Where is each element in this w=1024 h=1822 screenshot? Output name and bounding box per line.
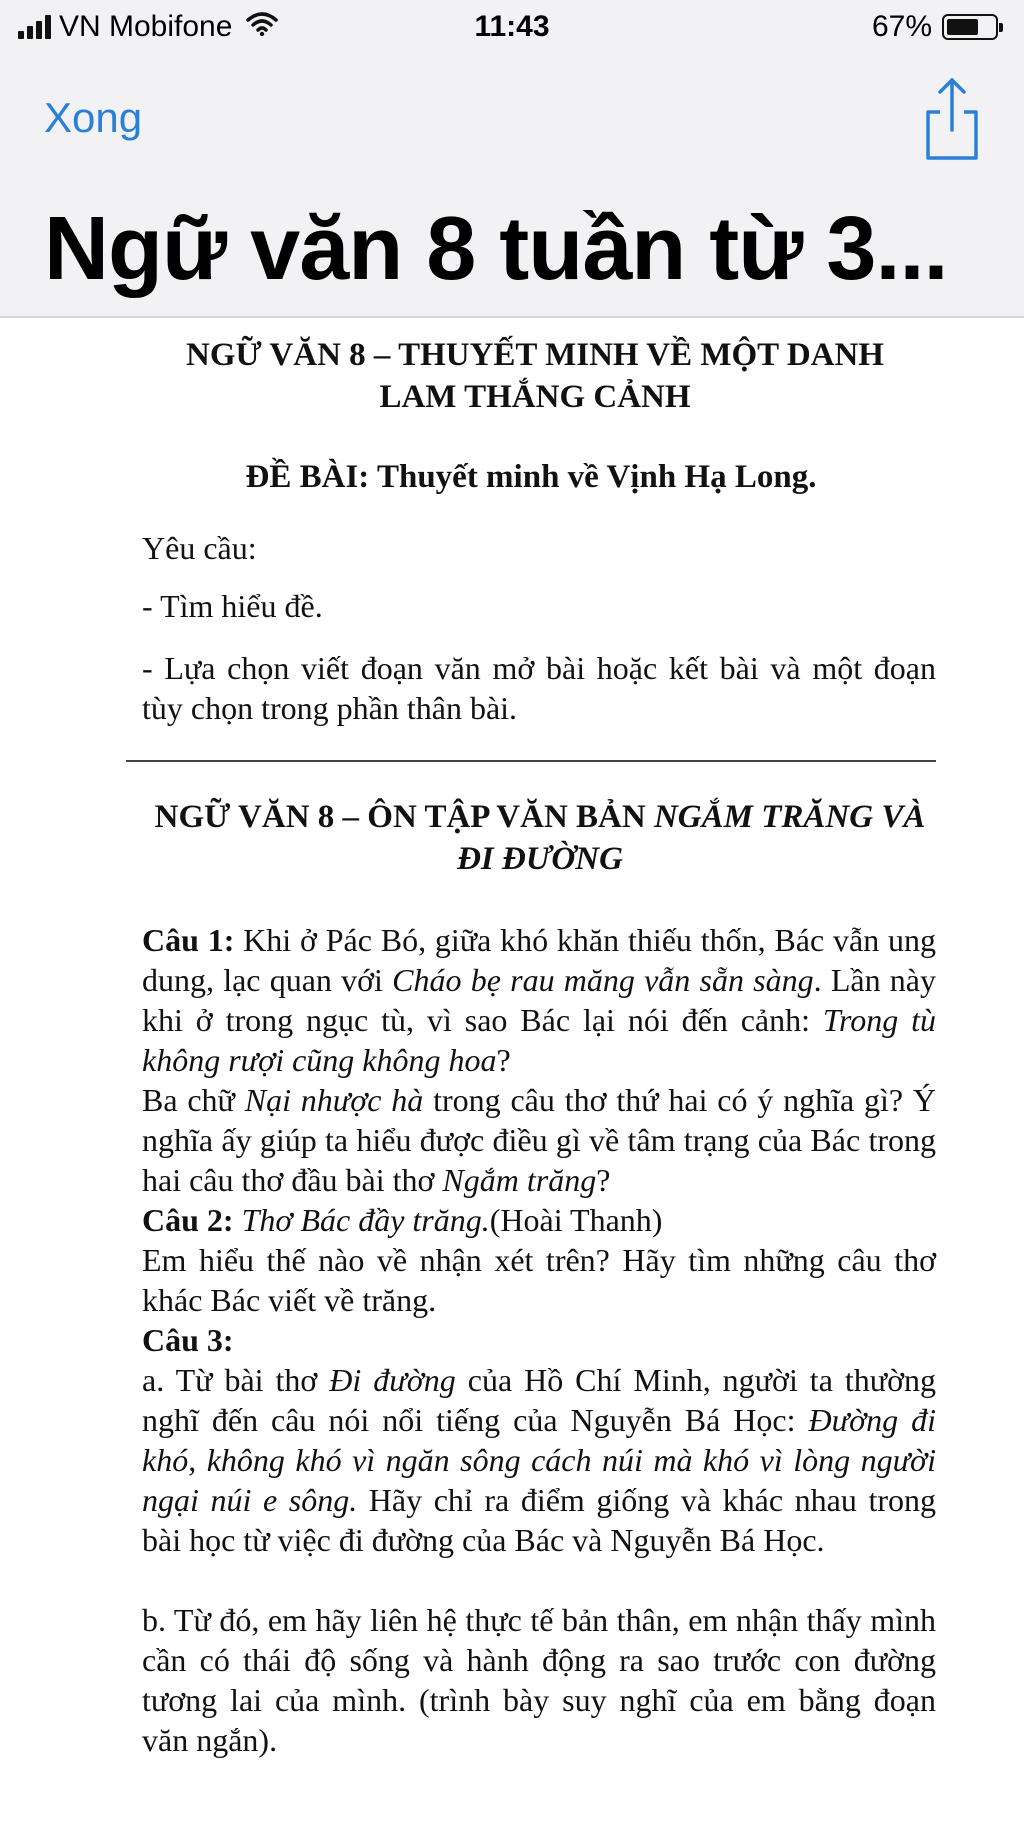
requirement-1: - Tìm hiểu đề.	[142, 588, 323, 624]
question-2-body: Em hiểu thế nào về nhận xét trên? Hãy tìm những câu thơ khác Bác viết về trăng.	[142, 1242, 936, 1318]
document-content	[0, 318, 1024, 1822]
q1-text-2: . Lần này khi ở trong ngục tù, vì sao Bác lại nói đến cảnh:	[142, 962, 937, 1038]
q3a-italic-2: Đường đi khó, không khó vì ngăn sông cách núi mà khó vì lòng người ngại núi e sông.	[142, 1402, 937, 1518]
battery-percent: 67%	[871, 10, 932, 43]
done-button[interactable]: Xong	[44, 94, 143, 141]
q2-source: (Hoài Thanh)	[489, 1202, 663, 1238]
q1b-text-3: ?	[596, 1162, 611, 1198]
carrier-name: VN Mobifone	[59, 10, 233, 43]
q3a-text-1: a. Từ bài thơ	[142, 1362, 330, 1398]
navigation-bar	[0, 60, 1024, 318]
q2-italic: Thơ Bác đầy trăng.	[233, 1202, 490, 1238]
question-2	[142, 1200, 936, 1240]
q1b-text-2: trong câu thơ thứ hai có ý nghĩa gì? Ý nghĩa ấy giúp ta hiểu được điều gì về tâm trạng của Bác trong hai câu thơ đầu bài thơ	[142, 1082, 937, 1198]
section1-title-line1: NGỮ VĂN 8 – THUYẾT MINH VỀ MỘT DANH	[186, 337, 884, 373]
section2-title-prefix: NGỮ VĂN 8 – ÔN TẬP VĂN BẢN	[154, 799, 654, 835]
q1-italic-1: Cháo bẹ rau măng vẫn sẵn sàng	[392, 962, 814, 998]
share-button[interactable]	[920, 72, 984, 162]
topic-heading: ĐỀ BÀI: Thuyết minh về Vịnh Hạ Long.	[245, 459, 817, 495]
q3a-text-3: Hãy chỉ ra điểm giống và khác nhau trong bài học từ việc đi đường của Bác và Nguyễn Bá Học.	[142, 1482, 936, 1558]
q1b-text-1: Ba chữ	[142, 1082, 245, 1118]
status-bar	[0, 0, 1024, 60]
battery-fill	[947, 19, 978, 35]
question-3-label	[142, 1320, 936, 1360]
section2-title-italic: NGẮM TRĂNG VÀ ĐI ĐƯỜNG	[457, 799, 926, 877]
q1-text-3: ?	[496, 1042, 511, 1078]
q3a-text-2: của Hồ Chí Minh, người ta thường nghĩ đến câu nói nổi tiếng của Nguyễn Bá Học:	[142, 1362, 937, 1438]
battery-icon	[942, 14, 998, 40]
question-1-part-2	[142, 1080, 936, 1200]
section1-title	[110, 334, 960, 418]
requirements-label: Yêu cầu:	[142, 530, 257, 566]
share-icon	[920, 72, 984, 162]
q1-label: Câu 1:	[142, 922, 235, 958]
section-divider	[126, 760, 936, 762]
section1-title-line2: LAM THẮNG CẢNH	[379, 379, 691, 415]
q2-label: Câu 2:	[142, 1202, 234, 1238]
q1b-italic-2: Ngắm trăng	[442, 1162, 597, 1198]
question-3a	[142, 1360, 936, 1560]
section2-title	[140, 796, 940, 880]
question-3b: b. Từ đó, em hãy liên hệ thực tế bản thân, em nhận thấy mình cần có thái độ sống và hành động ra sao trước con đường tương lai của mình. (trình bày suy nghĩ của em bằng đoạn văn ngắn).	[142, 1602, 936, 1758]
q3a-italic-1: Đi đường	[329, 1362, 456, 1398]
q1-italic-2: Trong tù không rượi cũng không hoa	[142, 1002, 937, 1078]
status-time: 11:43	[474, 10, 550, 43]
q1-text-1: Khi ở Pác Bó, giữa khó khăn thiếu thốn, Bác vẫn ung dung, lạc quan với	[142, 922, 937, 998]
q1b-italic-1: Nại nhược hà	[244, 1082, 424, 1118]
page-title: Ngữ văn 8 tuần từ 3...	[44, 199, 948, 299]
battery-nub	[999, 23, 1003, 32]
requirement-2: - Lựa chọn viết đoạn văn mở bài hoặc kết bài và một đoạn tùy chọn trong phần thân bài.	[142, 650, 936, 726]
question-1	[142, 920, 936, 1080]
status-right	[872, 10, 998, 44]
q3-label: Câu 3:	[142, 1322, 234, 1358]
